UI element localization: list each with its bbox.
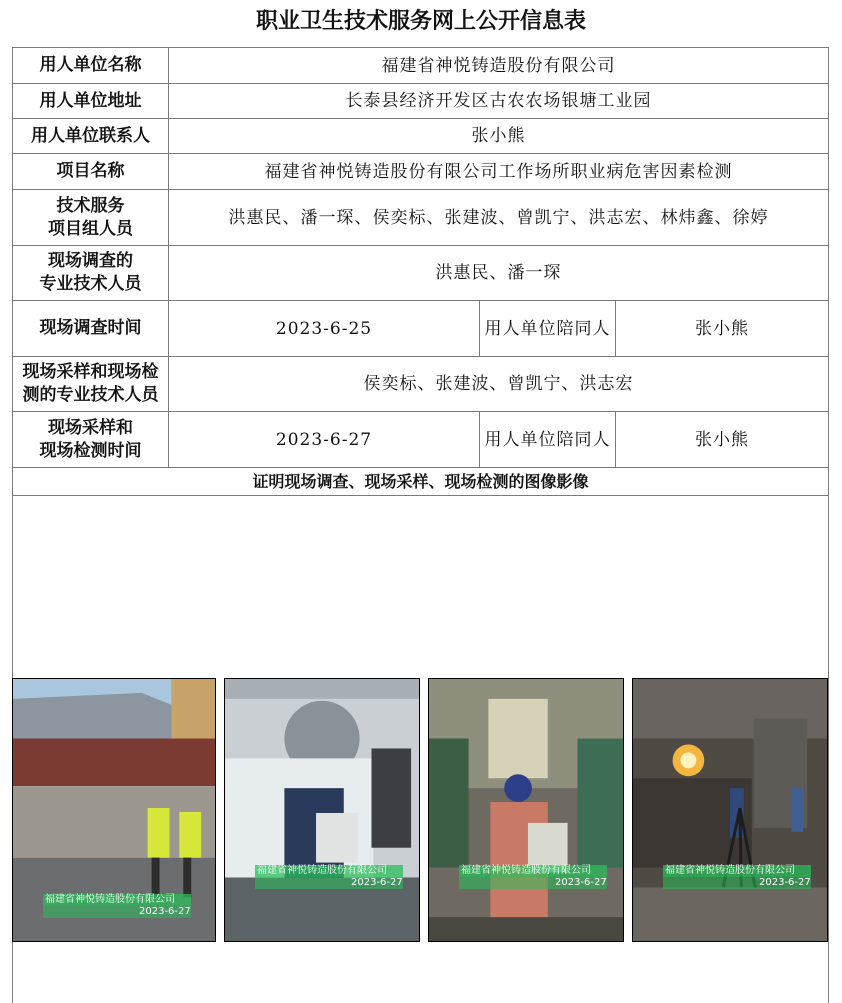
survey-staff-label: 现场调查的 专业技术人员 — [12, 245, 169, 301]
photo-cnc-machine — [224, 678, 420, 942]
furnace-tripod-image — [633, 679, 827, 941]
sampling-staff-value: 侯奕标、张建波、曾凯宁、洪志宏 — [168, 356, 829, 412]
sampling-time-value: 2023-6-27 — [168, 411, 480, 468]
photo-3-watermark: 福建省神悦铸造股份有限公司 2023-6-27 — [461, 865, 607, 888]
page-title: 职业卫生技术服务网上公开信息表 — [255, 9, 586, 34]
photo-furnace-tripod — [632, 678, 828, 942]
images-header: 证明现场调查、现场采样、现场检测的图像影像 — [12, 467, 829, 496]
unit-contact-value: 张小熊 — [168, 118, 829, 154]
sampling-escort-label: 用人单位陪同人 — [479, 411, 616, 468]
survey-escort-value: 张小熊 — [615, 300, 829, 357]
photo-1-watermark: 福建省神悦铸造股份有限公司 2023-6-27 — [45, 894, 191, 917]
unit-contact-label: 用人单位联系人 — [12, 118, 169, 154]
unit-address-label: 用人单位地址 — [12, 83, 169, 119]
unit-name-value: 福建省神悦铸造股份有限公司 — [168, 47, 829, 84]
survey-escort-label: 用人单位陪同人 — [479, 300, 616, 357]
photo-factory-entrance — [12, 678, 216, 942]
workshop-worker-image — [429, 679, 623, 941]
survey-time-label: 现场调查时间 — [12, 300, 169, 357]
cnc-machine-image — [225, 679, 419, 941]
photo-2-watermark: 福建省神悦铸造股份有限公司 2023-6-27 — [257, 865, 403, 888]
survey-staff-value: 洪惠民、潘一琛 — [168, 245, 829, 301]
sampling-time-label: 现场采样和 现场检测时间 — [12, 411, 169, 468]
survey-time-value: 2023-6-25 — [168, 300, 480, 357]
sampling-escort-value: 张小熊 — [615, 411, 829, 468]
service-team-value: 洪惠民、潘一琛、侯奕标、张建波、曾凯宁、洪志宏、林炜鑫、徐婷 — [168, 189, 829, 246]
project-name-value: 福建省神悦铸造股份有限公司工作场所职业病危害因素检测 — [168, 153, 829, 190]
unit-address-value: 长泰县经济开发区古农农场银塘工业园 — [168, 83, 829, 119]
photo-strip — [12, 678, 829, 943]
sampling-staff-label: 现场采样和现场检 测的专业技术人员 — [12, 356, 169, 412]
photo-4-watermark: 福建省神悦铸造股份有限公司 2023-6-27 — [665, 865, 811, 888]
project-name-label: 项目名称 — [12, 153, 169, 190]
photo-workshop-worker — [428, 678, 624, 942]
service-team-label: 技术服务 项目组人员 — [12, 189, 169, 246]
unit-name-label: 用人单位名称 — [12, 47, 169, 84]
